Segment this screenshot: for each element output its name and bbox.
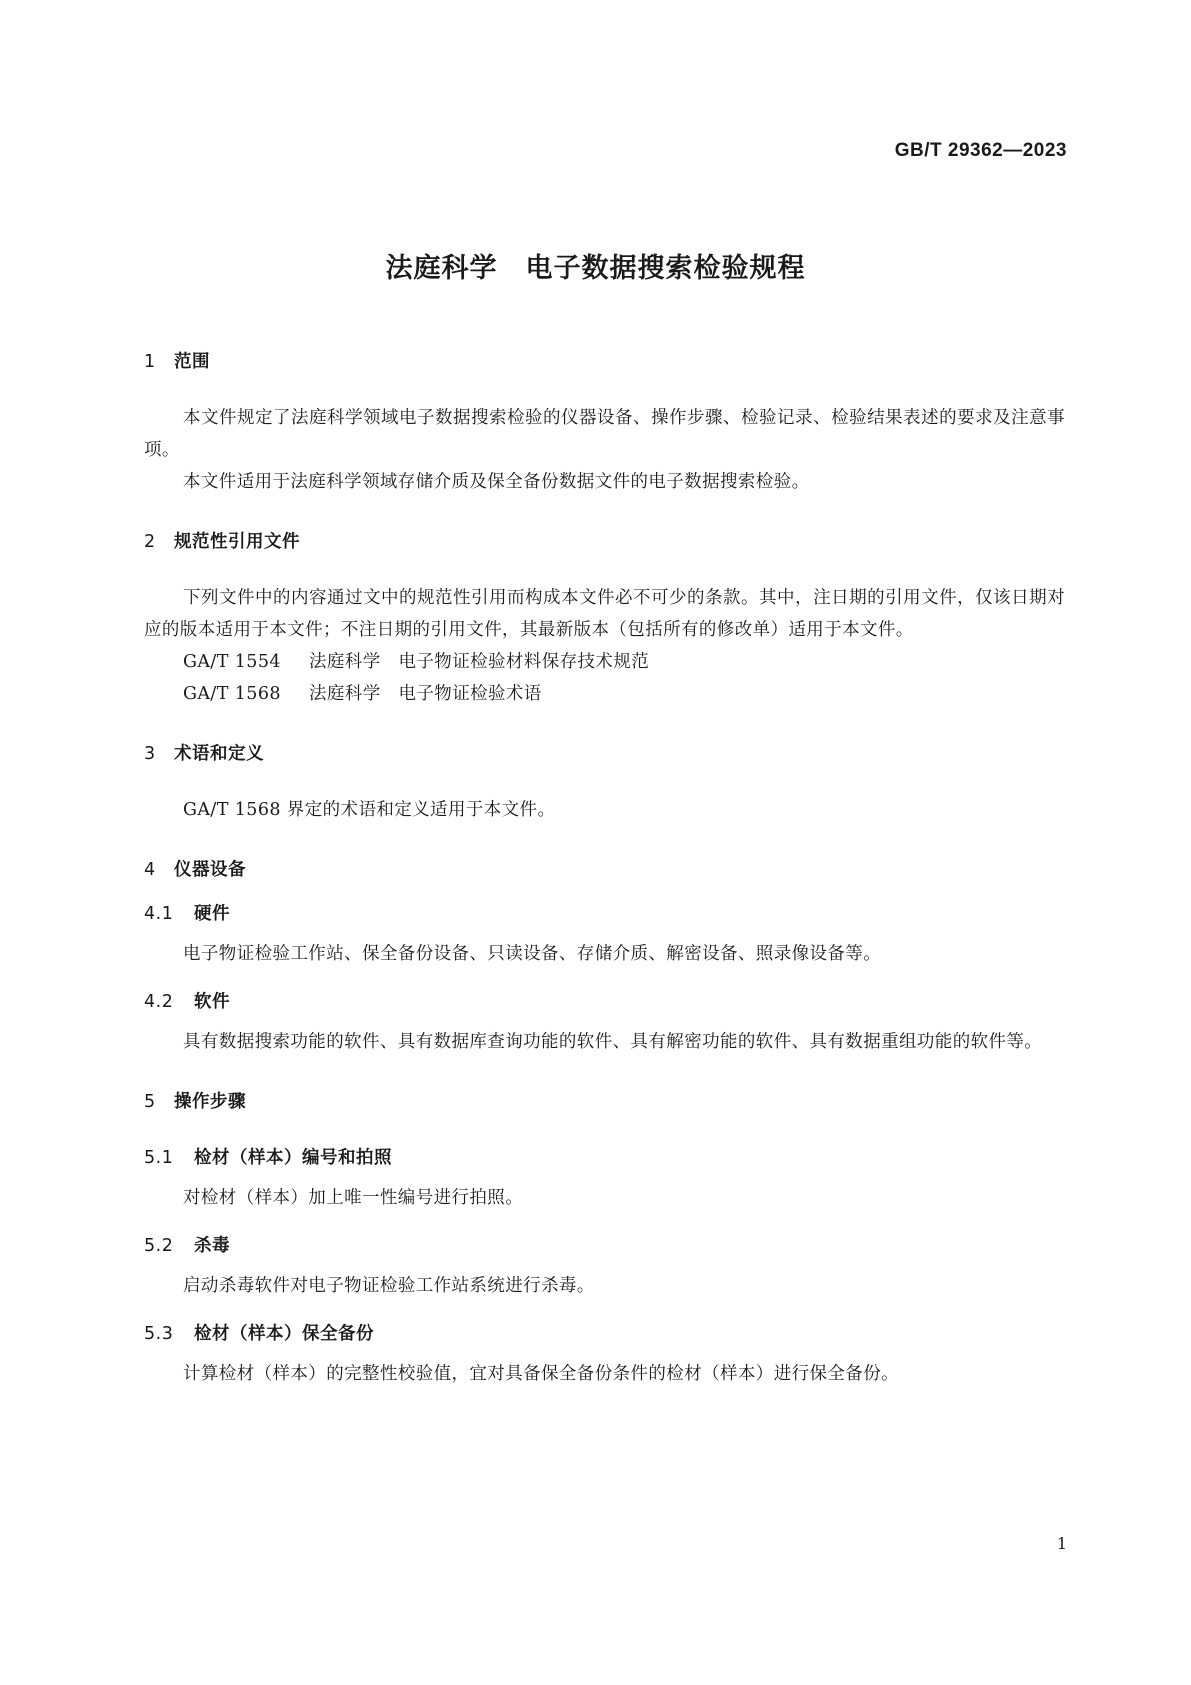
section-title: 操作步骤	[174, 1092, 246, 1112]
section-title: 范围	[174, 352, 210, 372]
section-5-3-paragraph: 计算检材（样本）的完整性校验值，宜对具备保全备份条件的检材（样本）进行保全备份。	[183, 1364, 899, 1384]
section-4-2-heading	[144, 990, 1065, 1014]
reference-code: GA/T 1568	[183, 684, 281, 704]
section-4-1-heading	[144, 902, 1065, 926]
section-number: 3	[144, 744, 156, 764]
subsection-number: 5.3	[144, 1324, 174, 1344]
normative-reference	[144, 678, 1065, 710]
section-5-1-heading	[144, 1146, 1065, 1170]
section-2-paragraph-1: 下列文件中的内容通过文中的规范性引用而构成本文件必不可少的条款。其中，注日期的引用文件，仅该日期对应的版本适用于本文件；不注日期的引用文件，其最新版本（包括所有的修改单）适用于本文件。	[144, 588, 1065, 640]
normative-reference	[144, 646, 1065, 678]
section-5-2-heading	[144, 1234, 1065, 1258]
section-1-heading	[144, 350, 1065, 374]
document-title: 法庭科学 电子数据搜索检验规程	[385, 253, 806, 284]
section-title: 规范性引用文件	[174, 532, 300, 552]
section-4-1-paragraph: 电子物证检验工作站、保全备份设备、只读设备、存储介质、解密设备、照录像设备等。	[183, 944, 882, 964]
subsection-number: 4.1	[144, 904, 174, 924]
reference-code: GA/T 1554	[183, 652, 281, 672]
subsection-number: 5.1	[144, 1148, 174, 1168]
section-title: 术语和定义	[174, 744, 264, 764]
section-4-heading	[144, 858, 1065, 882]
document-body	[144, 350, 1065, 1390]
section-number: 2	[144, 532, 156, 552]
subsection-title: 杀毒	[194, 1236, 230, 1256]
subsection-number: 4.2	[144, 992, 174, 1012]
section-3-heading	[144, 742, 1065, 766]
section-number: 5	[144, 1092, 156, 1112]
subsection-title: 硬件	[194, 904, 230, 924]
reference-name: 法庭科学 电子物证检验材料保存技术规范	[309, 652, 650, 672]
standard-code: GB/T 29362—2023	[894, 140, 1067, 161]
section-5-2-paragraph: 启动杀毒软件对电子物证检验工作站系统进行杀毒。	[183, 1276, 595, 1296]
subsection-title: 软件	[194, 992, 230, 1012]
subsection-number: 5.2	[144, 1236, 174, 1256]
subsection-title: 检材（样本）保全备份	[194, 1324, 374, 1344]
page-number: 1	[1056, 1534, 1067, 1553]
section-4-2-paragraph: 具有数据搜索功能的软件、具有数据库查询功能的软件、具有解密功能的软件、具有数据重组功能的软件等。	[183, 1032, 1043, 1052]
section-number: 4	[144, 860, 156, 880]
reference-name: 法庭科学 电子物证检验术语	[309, 684, 542, 704]
section-1-paragraph-1: 本文件规定了法庭科学领域电子数据搜索检验的仪器设备、操作步骤、检验记录、检验结果表述的要求及注意事项。	[144, 408, 1065, 460]
section-5-3-heading	[144, 1322, 1065, 1346]
section-title: 仪器设备	[174, 860, 246, 880]
section-5-1-paragraph: 对检材（样本）加上唯一性编号进行拍照。	[183, 1188, 524, 1208]
section-3-paragraph-1: GA/T 1568 界定的术语和定义适用于本文件。	[183, 800, 556, 820]
section-2-heading	[144, 530, 1065, 554]
subsection-title: 检材（样本）编号和拍照	[194, 1148, 392, 1168]
section-5-heading	[144, 1090, 1065, 1114]
section-number: 1	[144, 352, 156, 372]
section-1-paragraph-2: 本文件适用于法庭科学领域存储介质及保全备份数据文件的电子数据搜索检验。	[183, 472, 810, 492]
